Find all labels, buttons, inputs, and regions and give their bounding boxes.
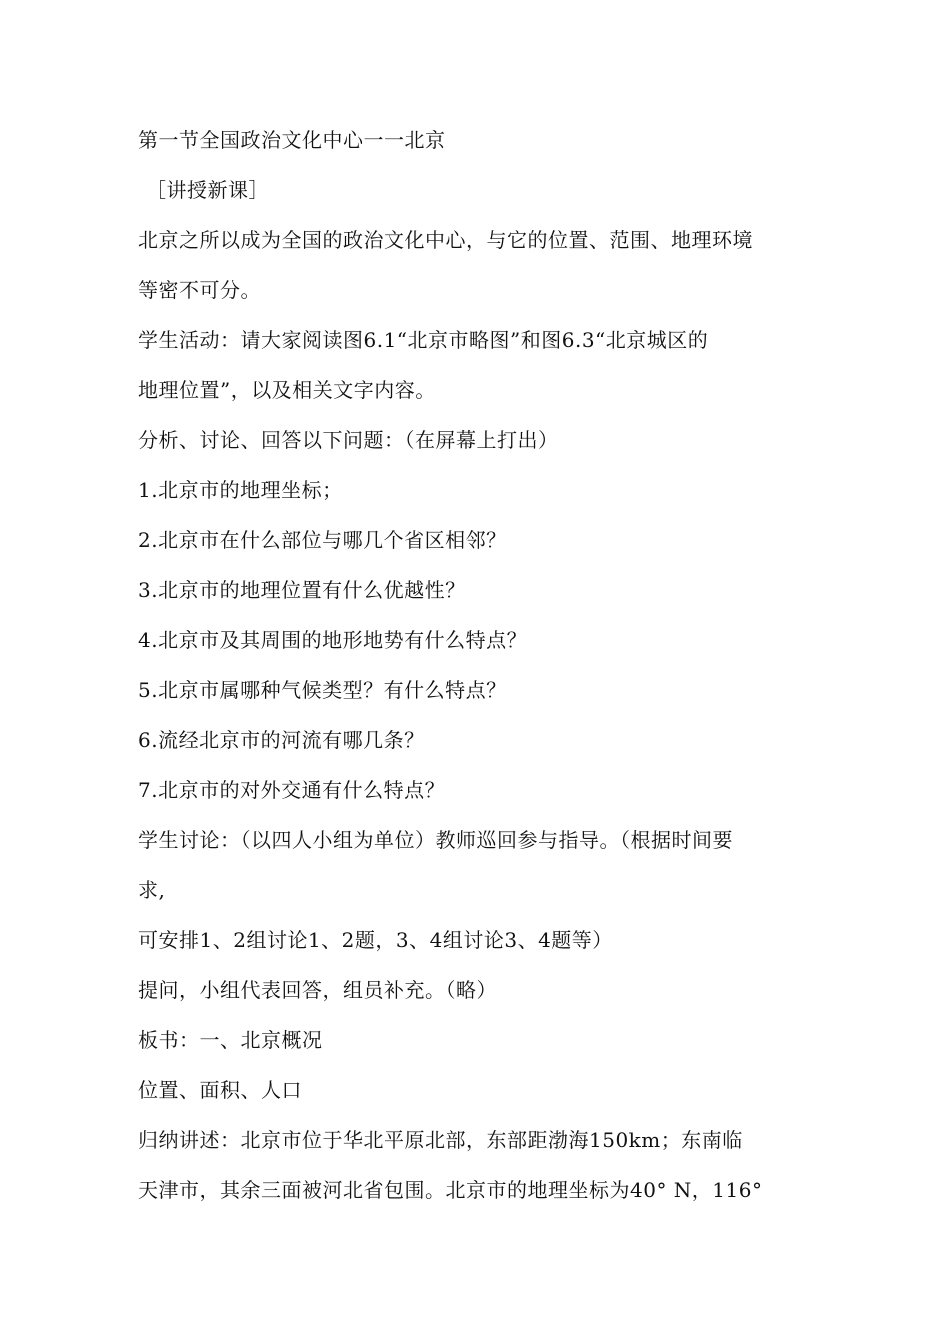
paragraph-line: 北京之所以成为全国的政治文化中心，与它的位置、范围、地理环境 xyxy=(138,228,753,252)
question-item: 4.北京市及其周围的地形地势有什么特点？ xyxy=(138,628,528,652)
question-item: 1.北京市的地理坐标； xyxy=(138,478,343,502)
paragraph-line: 地理位置”，以及相关文字内容。 xyxy=(138,378,436,402)
document-title: 第一节全国政治文化中心一一北京 xyxy=(138,128,446,152)
paragraph-line: 求, xyxy=(138,878,166,902)
paragraph-line: 学生讨论：（以四人小组为单位）教师巡回参与指导。（根据时间要 xyxy=(138,828,733,852)
question-item: 6.流经北京市的河流有哪几条？ xyxy=(138,728,425,752)
paragraph-line: 归纳讲述：北京市位于华北平原北部，东部距渤海150km；东南临 xyxy=(138,1128,743,1152)
paragraph-line: 提问，小组代表回答，组员补充。（略） xyxy=(138,978,497,1002)
paragraph-line: 可安排1、2组讨论1、2题，3、4组讨论3、4题等） xyxy=(138,928,613,952)
paragraph-line: 分析、讨论、回答以下问题：（在屏幕上打出） xyxy=(138,428,559,452)
paragraph-line: 天津市，其余三面被河北省包围。北京市的地理坐标为40° N，116° xyxy=(138,1178,763,1202)
question-item: 5.北京市属哪种气候类型？有什么特点？ xyxy=(138,678,507,702)
question-item: 7.北京市的对外交通有什么特点？ xyxy=(138,778,446,802)
paragraph-line: 位置、面积、人口 xyxy=(138,1078,302,1102)
paragraph-line: 等密不可分。 xyxy=(138,278,261,302)
paragraph-line: 学生活动：请大家阅读图6.1“北京市略图”和图6.3“北京城区的 xyxy=(138,328,709,352)
question-item: 2.北京市在什么部位与哪几个省区相邻？ xyxy=(138,528,507,552)
question-item: 3.北京市的地理位置有什么优越性？ xyxy=(138,578,466,602)
paragraph-line: 板书：一、北京概况 xyxy=(138,1028,323,1052)
section-label: ［讲授新课］ xyxy=(146,178,269,202)
